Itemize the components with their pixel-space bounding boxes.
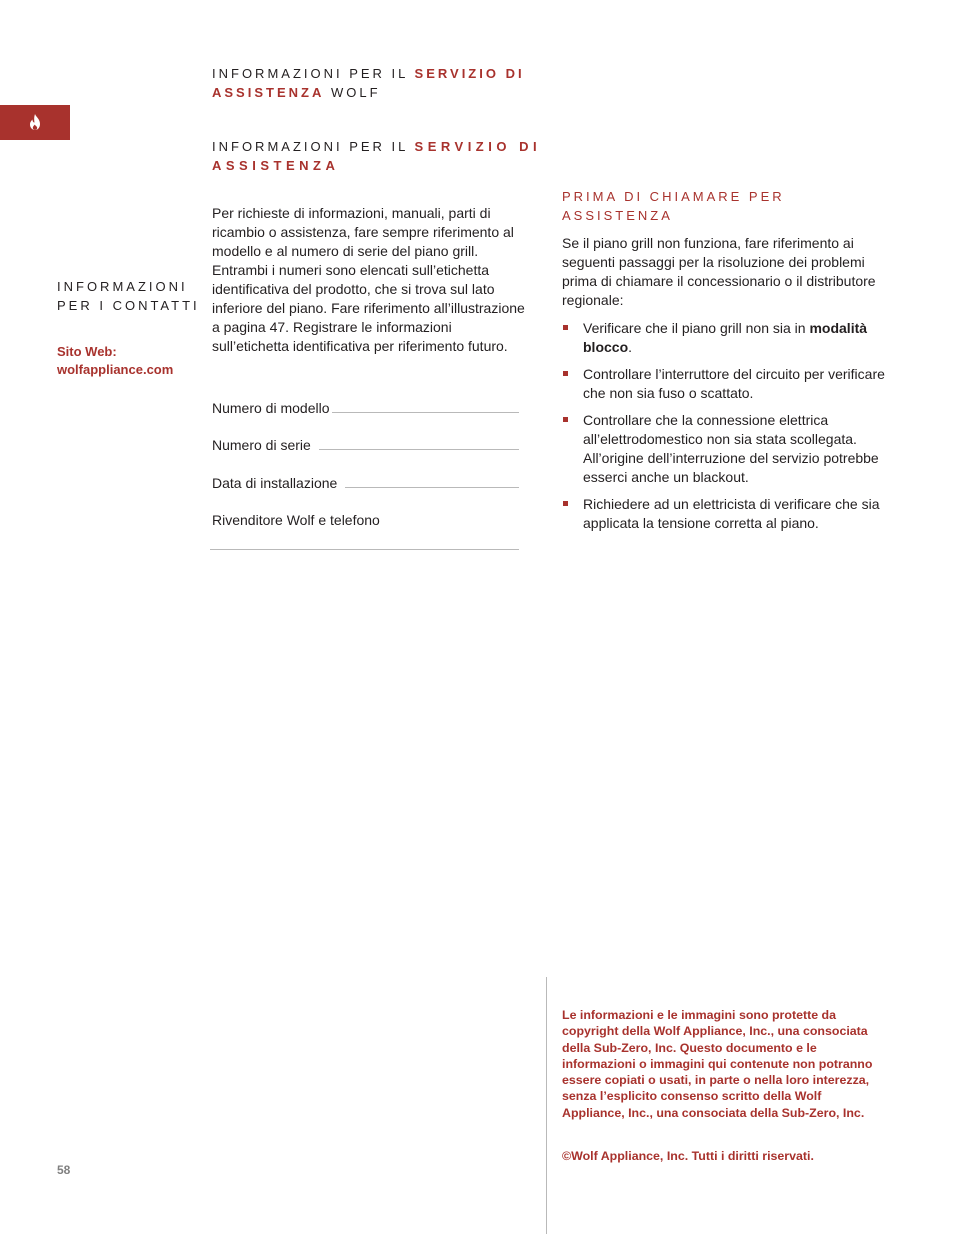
install-date-field[interactable] bbox=[212, 475, 519, 491]
before-calling-heading: PRIMA DI CHIAMARE PER ASSISTENZA bbox=[562, 189, 785, 223]
install-date-label: Data di installazione bbox=[212, 475, 338, 491]
bullet-icon bbox=[563, 501, 568, 506]
section-heading bbox=[212, 137, 542, 175]
bullet-icon bbox=[563, 325, 568, 330]
model-number-label: Numero di modello bbox=[212, 400, 330, 416]
page-header bbox=[212, 64, 552, 102]
list-item bbox=[562, 411, 892, 487]
list-item-bold: modalità blocco bbox=[583, 320, 868, 355]
section-heading-prefix: INFORMAZIONI PER IL bbox=[212, 139, 415, 154]
website-label: Sito Web: bbox=[57, 344, 117, 359]
list-item-text: Richiedere ad un elettricista di verificare che sia applicata la tensione corretta al piano. bbox=[583, 496, 880, 531]
section-heading-highlight: SERVIZIO DI ASSISTENZA bbox=[212, 139, 542, 173]
serial-number-line bbox=[319, 448, 519, 450]
list-item-text: Controllare che la connessione elettrica all’elettrodomestico non sia stata scollegata. All’origine dell’interruzione del servizio potrebbe esserci anche un blackout. bbox=[583, 412, 879, 485]
list-item-text: Controllare l’interruttore del circuito per verificare che non sia fuso o scattato. bbox=[583, 366, 885, 401]
troubleshooting-list bbox=[562, 319, 892, 541]
list-item bbox=[562, 495, 892, 533]
website-block bbox=[57, 343, 207, 379]
copyright-notice: Le informazioni e le immagini sono protette da copyright della Wolf Appliance, Inc., una consociata della Sub-Zero, Inc. Questo documento e le informazioni o immagini qui contenute non potranno essere copiati o usati, in parte o nella loro interezza, senza l’esplicito consenso scritto della Wolf Appliance, Inc., una consociata della Sub-Zero, Inc. bbox=[562, 1008, 873, 1120]
bullet-icon bbox=[563, 371, 568, 376]
section-tab bbox=[0, 105, 70, 140]
serial-number-label: Numero di serie bbox=[212, 437, 311, 453]
list-item bbox=[562, 365, 892, 403]
contacts-heading bbox=[57, 277, 207, 315]
intro-paragraph: Per richieste di informazioni, manuali, parti di ricambio o assistenza, fare sempre riferimento al modello e al numero di serie del piano grill. Entrambi i numeri sono elencati sull’etichetta identificativa del prodotto, che si trova sul lato inferiore del piano. Fare riferimento all’illustrazione a pagina 47. Registrare le informazioni sull’etichetta identificativa per riferimento futuro. bbox=[212, 205, 525, 354]
dealer-label: Rivenditore Wolf e telefono bbox=[212, 512, 380, 528]
model-number-line bbox=[332, 411, 520, 413]
contacts-heading-line1: INFORMAZIONI bbox=[57, 279, 188, 294]
flame-icon bbox=[29, 114, 41, 130]
list-item bbox=[562, 319, 892, 357]
before-calling-intro: Se il piano grill non funziona, fare riferimento ai seguenti passaggi per la risoluzione dei problemi prima di chiamare il concessionario o il distributore regionale: bbox=[562, 235, 876, 308]
list-item-text: Verificare che il piano grill non sia in bbox=[583, 320, 810, 336]
bullet-icon bbox=[563, 417, 568, 422]
dealer-field[interactable] bbox=[212, 512, 519, 528]
page-header-prefix: INFORMAZIONI PER IL bbox=[212, 66, 415, 81]
dealer-line bbox=[210, 549, 519, 550]
vertical-divider bbox=[546, 977, 547, 1234]
serial-number-field[interactable] bbox=[212, 437, 519, 453]
page-header-highlight: SERVIZIO DI ASSISTENZA bbox=[212, 66, 525, 100]
list-item-after: . bbox=[628, 339, 633, 355]
website-link[interactable]: wolfappliance.com bbox=[57, 362, 174, 377]
contacts-heading-line2: PER I CONTATTI bbox=[57, 298, 200, 313]
page-header-suffix: WOLF bbox=[324, 85, 381, 100]
page-number: 58 bbox=[57, 1163, 71, 1177]
model-number-field[interactable] bbox=[212, 400, 519, 416]
copyright-line: ©Wolf Appliance, Inc. Tutti i diritti riservati. bbox=[562, 1149, 814, 1163]
install-date-line bbox=[345, 486, 519, 488]
